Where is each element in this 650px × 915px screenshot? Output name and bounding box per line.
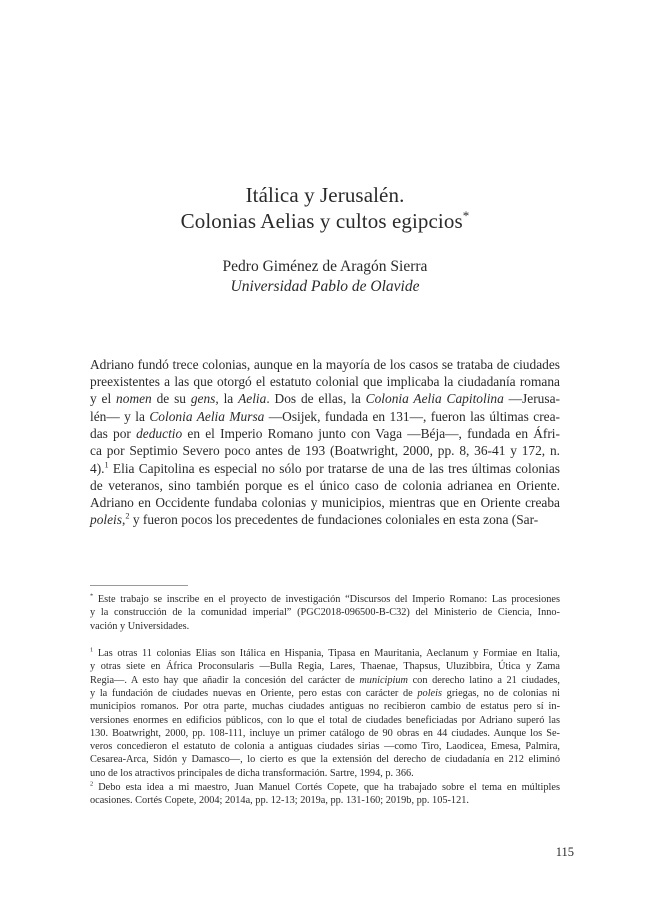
text-run: y la fundación de ciudades nuevas en Oriente, pero estas con carácter de xyxy=(90,687,418,699)
text-run: , la xyxy=(215,391,239,406)
text-run: Elia Capitolina es especial no sólo por tratarse de una de las tres últimas colonias xyxy=(108,461,560,476)
footnote-separator xyxy=(90,585,188,586)
footnote-line xyxy=(90,753,560,766)
italic-term: Colonia Aelia Capitolina xyxy=(365,391,504,406)
page-number: 115 xyxy=(555,845,574,859)
body-line xyxy=(90,495,560,511)
italic-term: deductio xyxy=(136,426,183,441)
text-run: , xyxy=(122,512,126,527)
footnote-line xyxy=(90,660,560,673)
italic-term: gens xyxy=(190,391,216,406)
footnote-line xyxy=(90,781,560,794)
text-run: uno de los atractivos principales de dicha transformación. Sartre, 1994, p. 366. xyxy=(90,767,414,779)
footnote-line xyxy=(90,606,560,619)
text-run: preexistentes a las que otorgó el estatuto colonial que implicaba la ciudadanía romana xyxy=(90,374,560,389)
text-run: de su xyxy=(151,391,191,406)
title-line-1: Itálica y Jerusalén. xyxy=(245,183,405,207)
text-run: y fueron pocos los precedentes de fundaciones coloniales en esta zona (Sar- xyxy=(129,512,539,527)
text-run: y otras siete en África Proconsularis —Bulla Regia, Lares, Thaenae, Thapsus, Uluzibbira, Útica y Zama xyxy=(90,661,560,673)
text-run: 130. Boatwright, 2000, pp. 108-111, incluye un primer catálogo de 90 obras en 44 ciudades. Aunque los Se- xyxy=(90,727,560,739)
text-run: griegas, no de colonias ni xyxy=(442,687,560,699)
text-run: en el Imperio Romano junto con Vaga —Béja—, fundada en Áfri- xyxy=(182,426,560,441)
title-text: Colonias Aelias y cultos egipcios xyxy=(180,209,463,233)
text-run: . Dos de ellas, la xyxy=(266,391,366,406)
italic-term: municipium xyxy=(359,674,408,686)
footnote-line xyxy=(90,593,560,606)
footnote-line xyxy=(90,727,560,740)
body-line xyxy=(90,409,560,425)
body-line xyxy=(90,512,560,528)
footnote-line xyxy=(90,687,560,700)
footnote-line xyxy=(90,647,560,660)
footnote-ref: 2 xyxy=(125,511,130,521)
text-run: y el xyxy=(90,391,117,406)
italic-term: poleis xyxy=(417,687,442,699)
footnote-line xyxy=(90,620,560,633)
body-line xyxy=(90,478,560,494)
footnote-line xyxy=(90,700,560,713)
title-footnote-mark: * xyxy=(462,208,470,223)
text-run: ocasiones. Cortés Copete, 2004; 2014a, pp. 12-13; 2019a, pp. 131-160; 2019b, pp. 105-121. xyxy=(90,795,469,807)
footnote-ref: * xyxy=(90,592,94,600)
italic-term: Colonia Aelia Mursa xyxy=(149,409,265,424)
text-run: con derecho latino a 21 ciudades, xyxy=(408,674,560,686)
text-run: y la construcción de la comunidad imperial” (PGC2018-096500-B-C32) del Ministerio de Ciencia, Inno- xyxy=(90,607,560,619)
body-line xyxy=(90,391,560,407)
body-line xyxy=(90,443,560,459)
text-run: lén— y la xyxy=(90,409,150,424)
footnote-ref: 1 xyxy=(104,460,109,470)
italic-term: Aelia xyxy=(238,391,267,406)
text-run: —Jerusa- xyxy=(503,391,560,406)
text-run: de veteranos, sino también porque es el único caso de colonia adrianea en Oriente. xyxy=(90,478,560,493)
footnote-ref: 2 xyxy=(90,780,94,788)
text-run: versiones enormes en edificios públicos, con lo que el total de ciudades beneficiadas por Adriano superó las xyxy=(90,714,560,726)
title-line-2 xyxy=(0,209,650,234)
text-run: vación y Universidades. xyxy=(90,620,190,632)
text-run: Este trabajo se inscribe en el proyecto de investigación “Discursos del Imperio Romano: Las procesiones xyxy=(93,594,560,605)
footnote-line xyxy=(90,794,560,807)
body-line xyxy=(90,426,560,442)
author-affiliation: Universidad Pablo de Olavide xyxy=(230,278,420,295)
footnote-line xyxy=(90,767,560,780)
text-run: Cesarea-Arca, Sidón y Damasco—, lo cierto es que la extensión del derecho de ciudadanía en 212 eliminó xyxy=(90,754,560,766)
text-run: Adriano fundó trece colonias, aunque en la mayoría de los casos se trataba de ciudades xyxy=(90,357,560,372)
author-name: Pedro Giménez de Aragón Sierra xyxy=(222,258,428,275)
footnote-ref: 1 xyxy=(90,646,94,654)
body-line xyxy=(90,374,560,390)
text-run: Regia—. A esto hay que añadir la concesión del carácter de xyxy=(90,674,360,686)
footnote-line xyxy=(90,714,560,727)
text-run: veros concedieron el estatuto de colonia a antiguas ciudades sirias —como Tiro, Laodicea, Emesa, Palmira, xyxy=(90,741,560,753)
text-run: —Osijek, fundada en 131—, fueron las últimas crea- xyxy=(264,409,560,424)
text-run: Debo esta idea a mi maestro, Juan Manuel Cortés Copete, que ha trabajado sobre el tema en múltiples xyxy=(93,782,560,793)
text-run: das por xyxy=(90,426,137,441)
body-line xyxy=(90,357,560,373)
footnote-line xyxy=(90,740,560,753)
text-run: ca por Septimio Severo poco antes de 193 (Boatwright, 2000, pp. 8, 36-41 y 172, n. xyxy=(90,443,560,458)
text-run: Las otras 11 colonias Elias son Itálica en Hispania, Tipasa en Mauritania, Aeclanum y Formiae en Italia, xyxy=(93,648,560,659)
italic-term: poleis xyxy=(90,512,122,527)
text-run: municipios romanos. Por otra parte, muchas ciudades antiguas no recibieron cambio de estatus pero sí in- xyxy=(90,701,560,713)
text-run: 4). xyxy=(90,461,105,476)
italic-term: nomen xyxy=(116,391,152,406)
footnote-line xyxy=(90,674,560,687)
text-run: Adriano en Occidente fundaba colonias y municipios, mientras que en Oriente creaba xyxy=(90,495,560,510)
body-line xyxy=(90,461,560,477)
